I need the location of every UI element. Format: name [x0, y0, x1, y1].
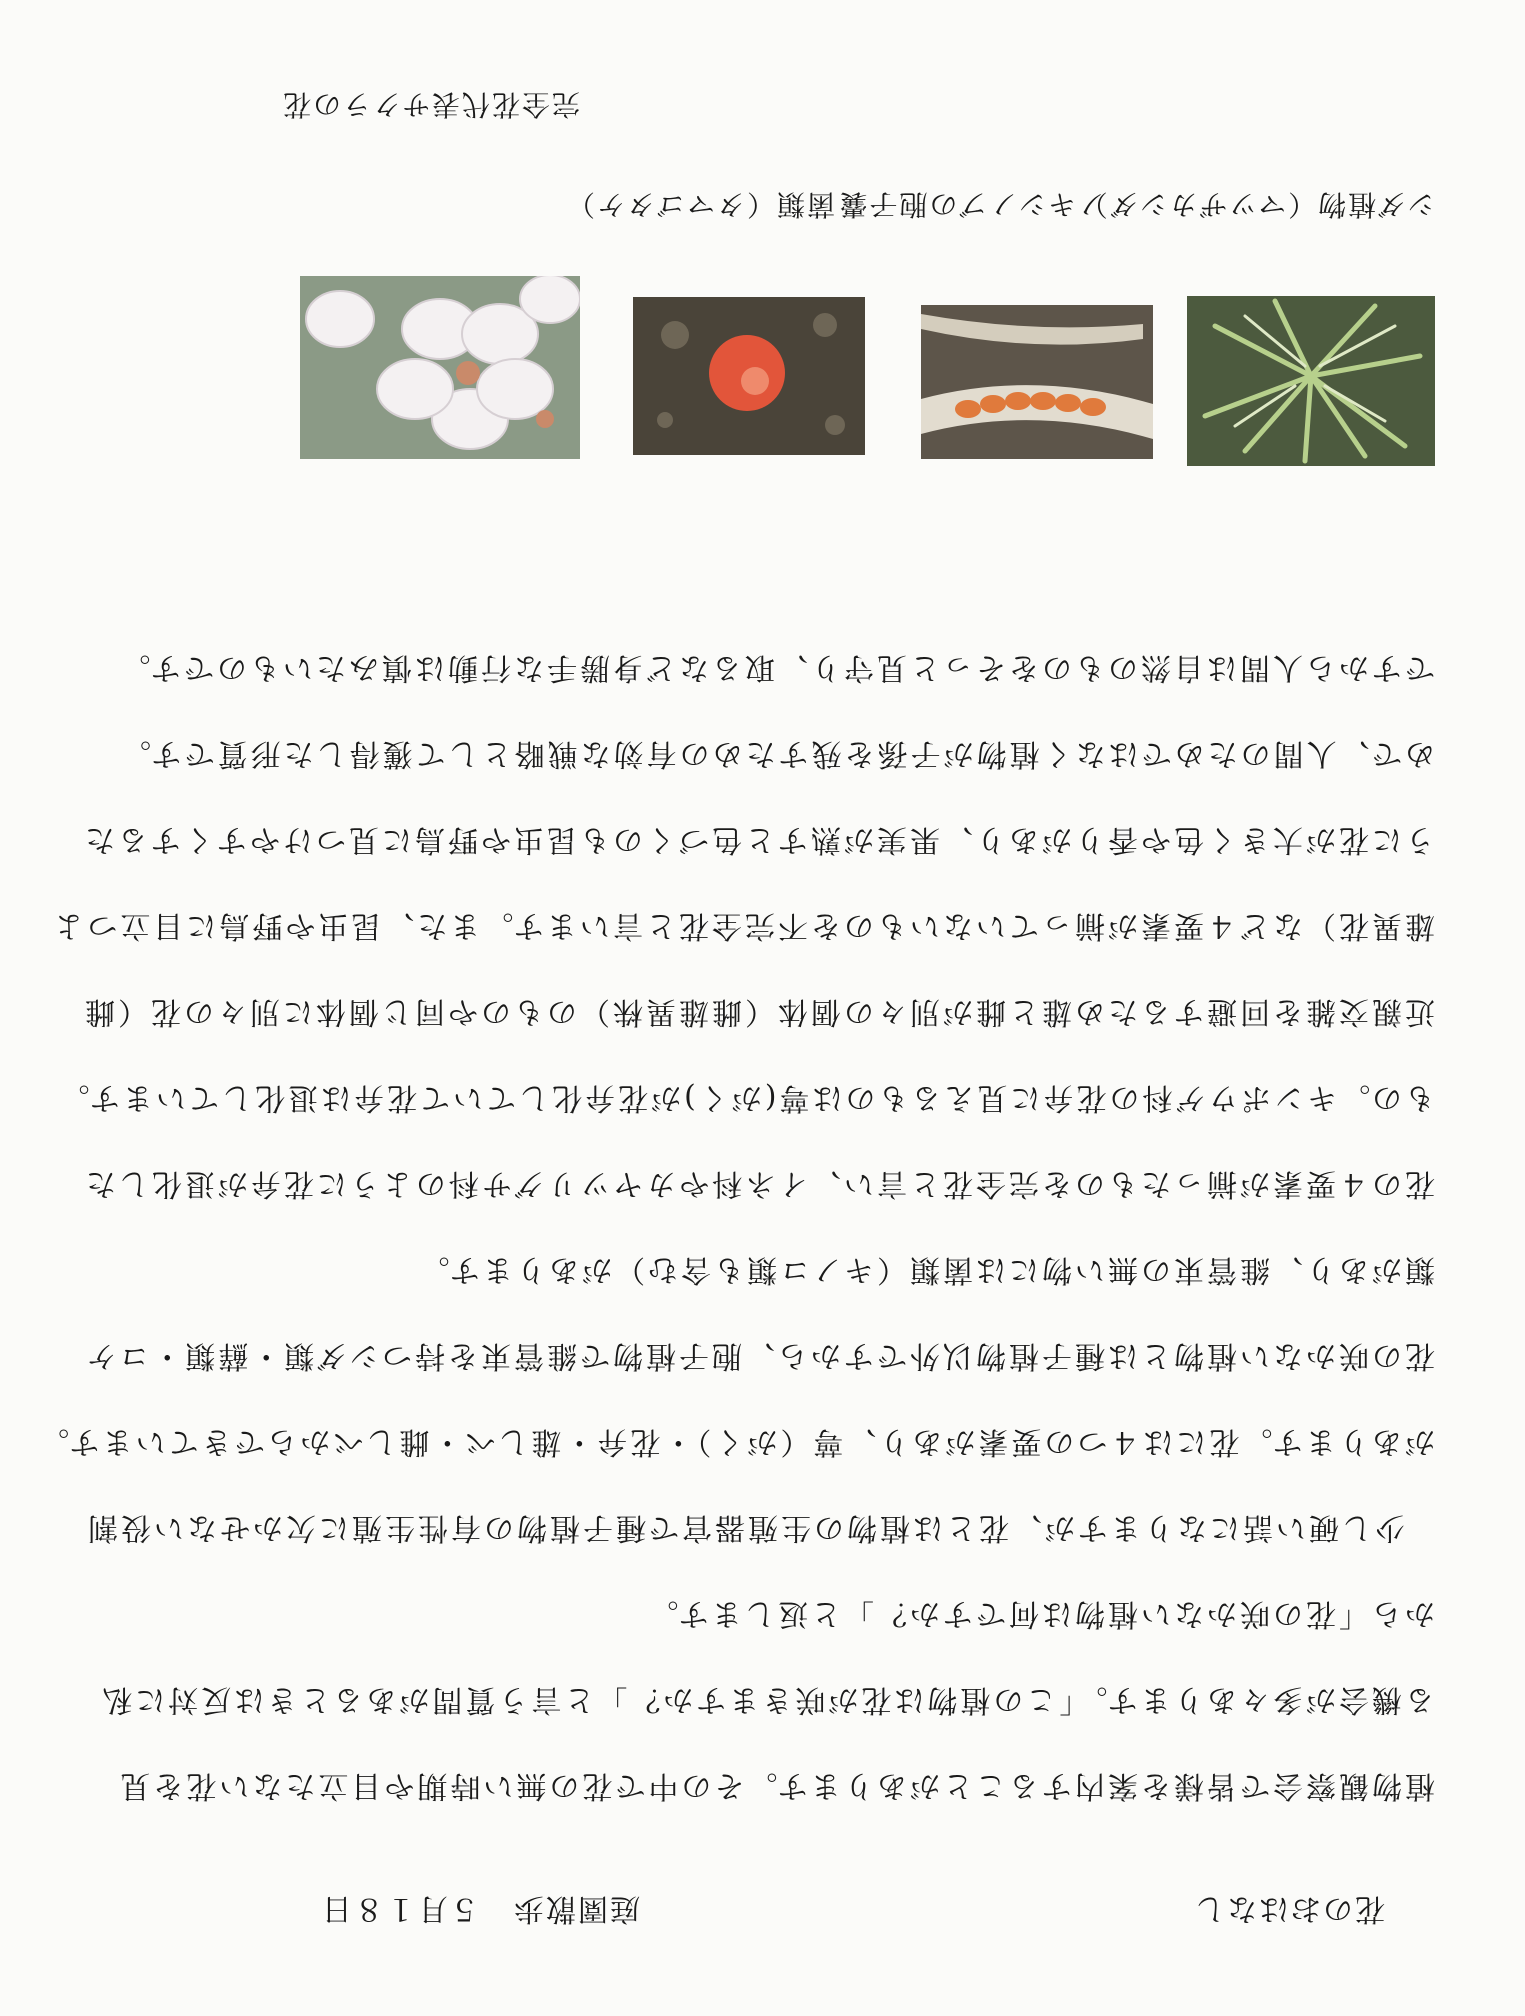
body-line: めで、人間のためではなく植物が子孫を残すための有効な戦略として獲得した形質です。 [118, 736, 1435, 771]
body-line: 植物観察会で皆様を案内することがあります。その中で花の無い時期や目立たない花を見 [117, 1768, 1435, 1803]
body-line: があります。花には４つの要素があり、萼（がく）・花弁・雄しべ・雌しべからできています。 [36, 1424, 1435, 1459]
fern-photo [1187, 296, 1435, 466]
caption-fungus: 菌類（タマゴタケ） [564, 188, 835, 221]
body-line: る機会が多々あります。「この植物は花が咲きますか？」と言う質問があるときは反対に私 [99, 1682, 1435, 1717]
body-line: 少し硬い話になりますが、花とは植物の生殖器官で種子植物の有性生殖に欠かせない役割 [85, 1510, 1405, 1545]
body-line: ですから人間は自然のものをそっと見守り、取るなど身勝手な行動は慎みたいものです。 [117, 650, 1435, 685]
body-line: もの。キンポウゲ科の花弁に見えるものは萼(がく)が花弁化していて花弁は退化しています。 [56, 1080, 1435, 1115]
caption-spore: ノキシノブの胞子嚢 [837, 188, 1105, 221]
body-line: 花の咲かない植物とは種子植物以外ですから、胞子植物で維管束を持つシダ類・蘚類・コケ [83, 1338, 1435, 1373]
cherry-blossom-photo [300, 276, 580, 459]
body-line: 類があり、維管束の無い物には菌類（キノコ類も含む）があります。 [416, 1252, 1435, 1287]
caption-fern: シダ植物（マツザカシダ） [1077, 188, 1435, 221]
fungus-photo [633, 297, 865, 455]
body-line: 雄異花）など４要素が揃っていないものを不完全花と言います。また、昆虫や野鳥に目立つよ [51, 908, 1435, 943]
body-line: うに花が大きく色や香りがあり、果実が熟すと色づくのも昆虫や野鳥に見つけやすくするた [82, 822, 1435, 857]
page-title: 花のおはなし [1193, 1891, 1385, 1926]
body-line: から「花の咲かない植物は何ですか？」と返します。 [645, 1596, 1435, 1631]
body-line: 花の４要素が揃ったものを完全花と言い、イネ科やカヤツリグサ科のように花弁が退化した [82, 1166, 1435, 1201]
spore-sac-photo [921, 305, 1153, 459]
article-body [36, 624, 1435, 1828]
page-subtitle: 庭園散歩 ５月１８日 [320, 1891, 640, 1926]
body-line: 近親交雑を回避するため雄と雌が別々の個体（雌雄異株）のものや同じ個体に別々の花（雌 [82, 994, 1435, 1029]
caption-flower: 完全花代表サクラの花 [281, 88, 580, 121]
